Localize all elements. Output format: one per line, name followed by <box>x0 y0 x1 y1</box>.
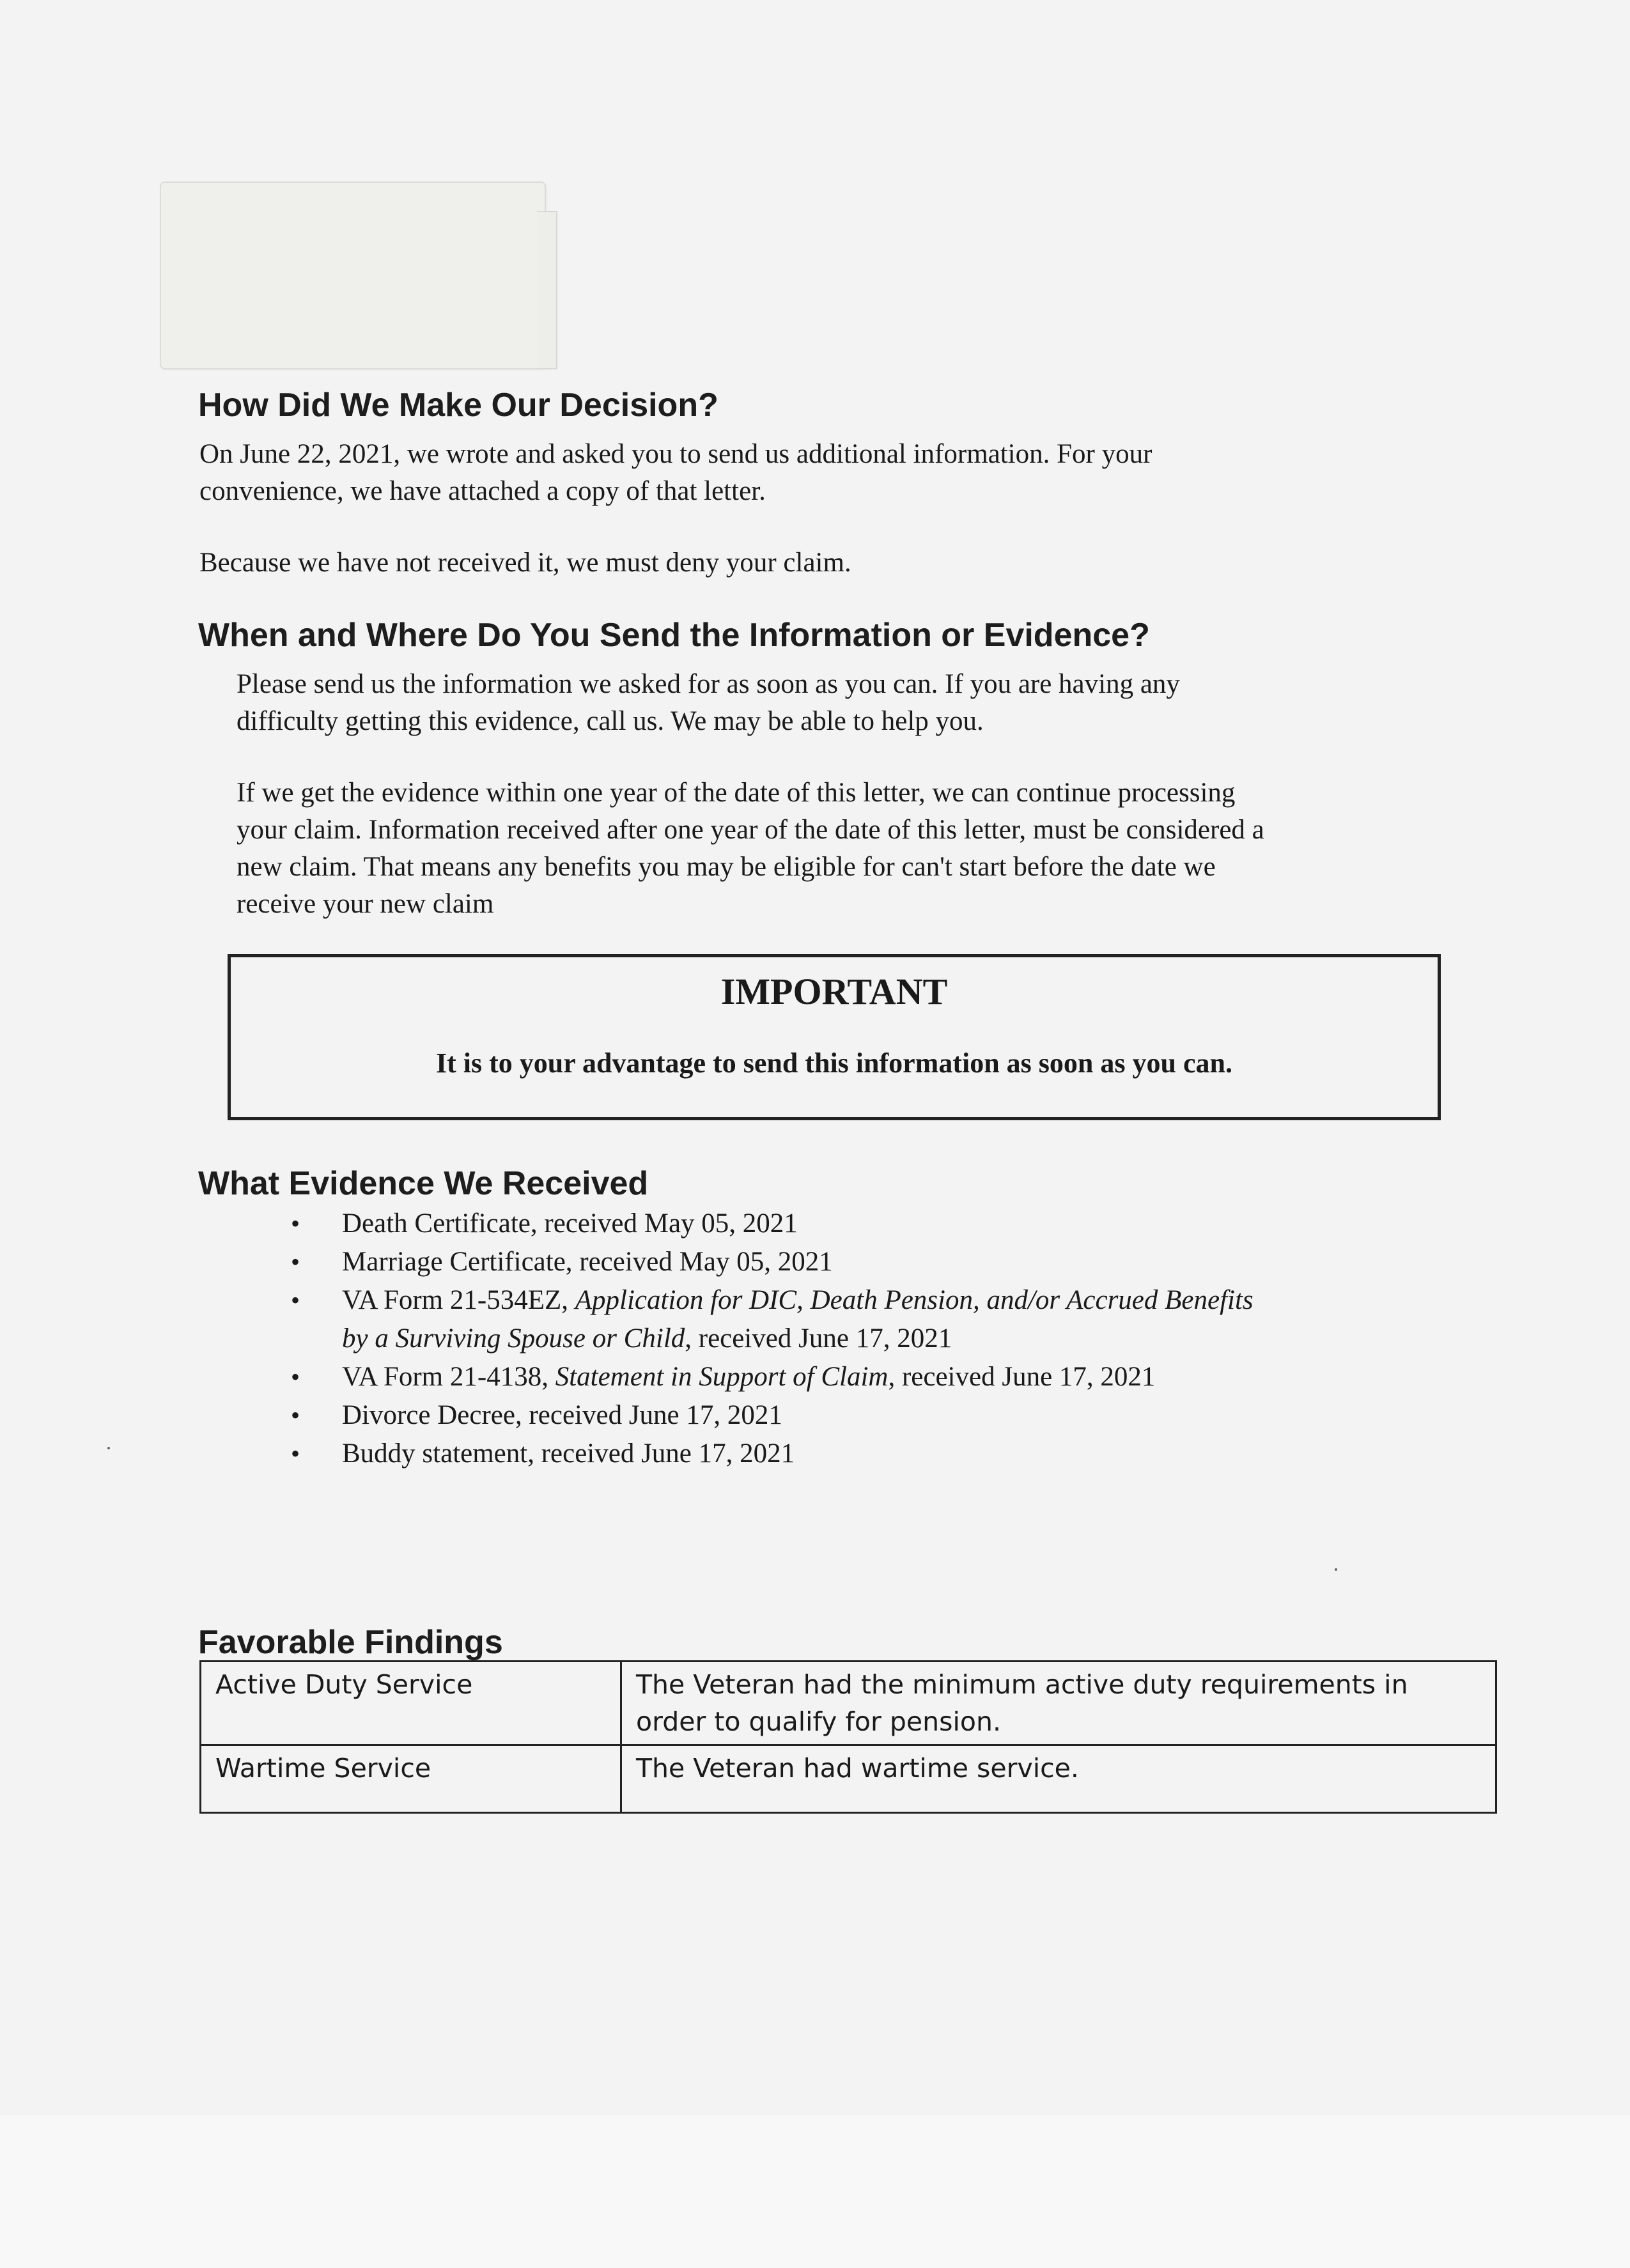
list-item: • Death Certificate, received May 05, 2021 <box>291 1205 1505 1243</box>
evidence-heading: What Evidence We Received <box>198 1165 649 1202</box>
finding-text: The Veteran had the minimum active duty requirements in order to qualify for pension. <box>621 1662 1496 1745</box>
send-info-heading: When and Where Do You Send the Information or Evidence? <box>198 617 1150 654</box>
findings-heading: Favorable Findings <box>198 1624 503 1661</box>
decision-heading: How Did We Make Our Decision? <box>198 387 718 424</box>
decision-paragraph <box>199 436 1542 510</box>
send-info-p2-line-4: receive your new claim <box>237 889 494 919</box>
send-info-p2-line-2: your claim. Information received after one year of the date of this letter, must be considered a <box>237 815 1264 845</box>
send-info-p2-line-1: If we get the evidence within one year of the date of this letter, we can continue processing <box>237 778 1236 808</box>
bullet-icon: • <box>291 1247 300 1276</box>
denial-statement: Because we have not received it, we must deny your claim. <box>199 548 851 578</box>
form-title-continued: by a Surviving Spouse or Child <box>342 1323 685 1354</box>
table-row <box>201 1745 1496 1813</box>
decision-line-2: convenience, we have attached a copy of that letter. <box>199 476 766 506</box>
bullet-icon: • <box>291 1401 300 1430</box>
list-item: • Divorce Decree, received June 17, 2021 <box>291 1396 1505 1435</box>
bullet-icon: • <box>291 1286 300 1315</box>
important-text: It is to your advantage to send this information as soon as you can. <box>435 1047 1232 1079</box>
finding-label: Wartime Service <box>201 1745 621 1813</box>
decision-line-1: On June 22, 2021, we wrote and asked you to send us additional information. For your <box>199 439 1153 469</box>
bullet-icon: • <box>291 1362 300 1391</box>
bullet-icon: • <box>291 1439 300 1468</box>
send-info-line-1: Please send us the information we asked for as soon as you can. If you are having any <box>237 669 1180 699</box>
address-label-tab <box>537 211 557 369</box>
important-notice-box <box>228 954 1441 1120</box>
send-info-paragraph-2 <box>237 775 1611 923</box>
finding-text: The Veteran had wartime service. <box>621 1745 1496 1813</box>
findings-table <box>199 1660 1497 1814</box>
send-info-p2-line-3: new claim. That means any benefits you may be eligible for can't start before the date we <box>237 852 1216 882</box>
scan-edge <box>0 2115 1630 2268</box>
list-item: • Marriage Certificate, received May 05, 2021 <box>291 1243 1505 1281</box>
send-info-paragraph-1 <box>237 666 1579 740</box>
list-item: • Buddy statement, received June 17, 2021 <box>291 1435 1505 1473</box>
form-title: Application for DIC, Death Pension, and/or Accrued Benefits <box>575 1285 1254 1315</box>
list-item: • VA Form 21-4138, Statement in Support of Claim, received June 17, 2021 <box>291 1358 1505 1396</box>
scan-speck <box>1335 1568 1337 1571</box>
important-title: IMPORTANT <box>720 971 948 1012</box>
address-label-sticker <box>160 181 546 369</box>
send-info-line-2: difficulty getting this evidence, call us. We may be able to help you. <box>237 706 984 736</box>
bullet-icon: • <box>291 1209 300 1238</box>
form-title: Statement in Support of Claim <box>555 1362 889 1392</box>
finding-label: Active Duty Service <box>201 1662 621 1745</box>
table-row <box>201 1662 1496 1745</box>
evidence-list <box>291 1205 1505 1473</box>
scan-speck <box>107 1447 110 1449</box>
list-item: • VA Form 21-534EZ, Application for DIC, Death Pension, and/or Accrued Benefits by a Surviving Spouse or Child, received June 17, 2021 <box>291 1281 1505 1358</box>
